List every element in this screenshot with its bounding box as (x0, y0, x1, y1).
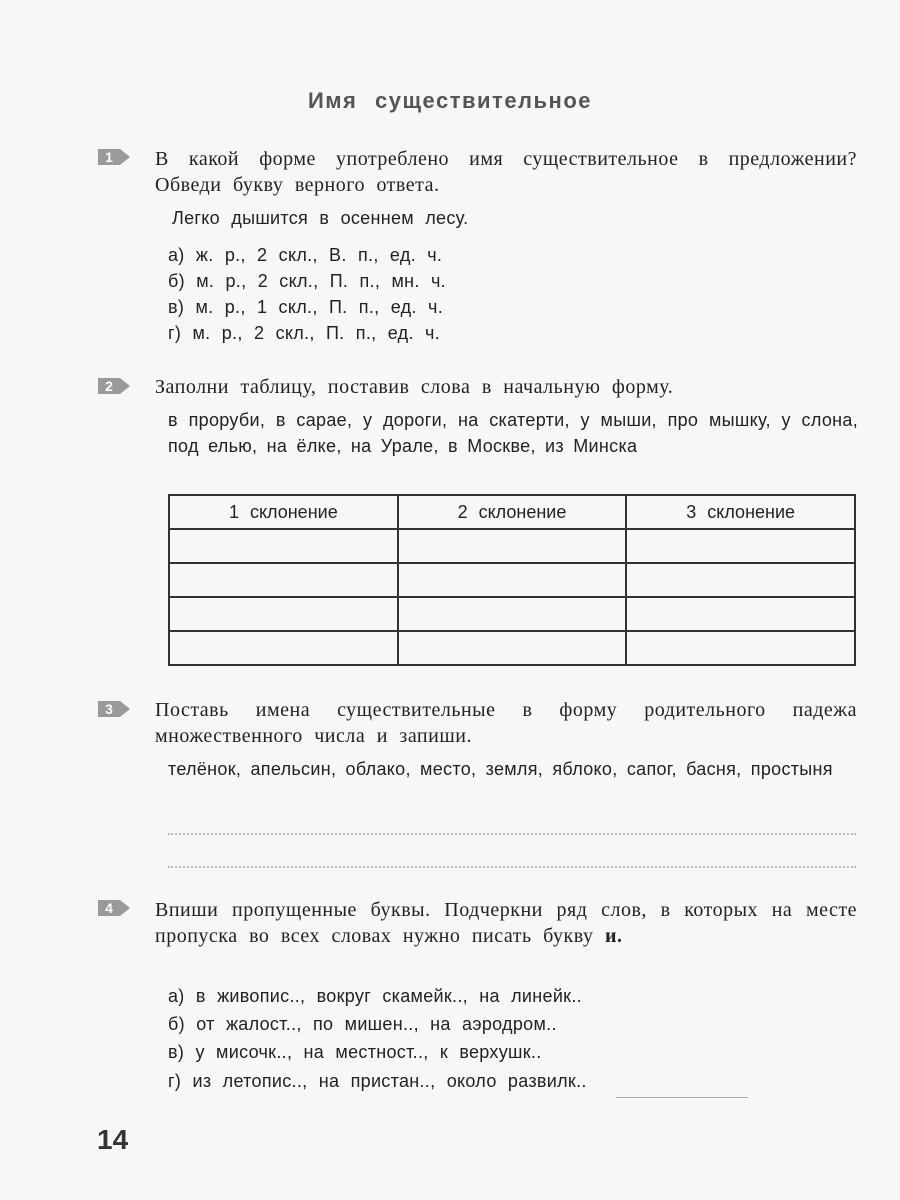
svg-text:1: 1 (105, 149, 113, 165)
table-row (169, 597, 855, 631)
table-row (169, 529, 855, 563)
task-3-badge (98, 699, 132, 719)
table-row (169, 563, 855, 597)
table-cell[interactable] (626, 529, 855, 563)
task-2-words: в проруби, в сарае, у дороги, на скатерти, у мыши, про мышку, у слона, под елью, на ёлке, на Урале, в Москве, из Минска (168, 410, 858, 456)
task-3-text: Поставь имена существительные в форму родительного падежа множественного числа и запиши. (155, 699, 857, 747)
table-cell[interactable] (626, 631, 855, 665)
table-header-3: 3 склонение (626, 495, 855, 529)
task-1-option-a[interactable]: а) ж. р., 2 скл., В. п., ед. ч. (168, 245, 443, 265)
page-title: Имя существительное (307, 88, 593, 113)
task-1-option-d[interactable]: г) м. р., 2 скл., П. п., ед. ч. (168, 323, 441, 343)
task-4-option-c[interactable]: в) у мисочк.., на местност.., к верхушк.. (168, 1042, 542, 1062)
table-cell[interactable] (398, 563, 627, 597)
task-3-words: телёнок, апельсин, облако, место, земля, яблоко, сапог, басня, простыня (168, 759, 833, 779)
table-cell[interactable] (626, 597, 855, 631)
task-4-text (155, 897, 857, 949)
table-cell[interactable] (169, 529, 398, 563)
task-1-badge (98, 147, 132, 167)
task-4-option-b[interactable]: б) от жалост.., по мишен.., на аэродром.. (168, 1014, 557, 1034)
table-cell[interactable] (169, 563, 398, 597)
svg-text:2: 2 (105, 378, 113, 394)
table-header-2: 2 склонение (398, 495, 627, 529)
table-header-1: 1 склонение (169, 495, 398, 529)
table-cell[interactable] (398, 631, 627, 665)
task-4-text-main: Впиши пропущенные буквы. Подчеркни ряд слов, в которых на месте пропуска во всех словах нужно писать букву (155, 899, 857, 947)
table-cell[interactable] (169, 597, 398, 631)
task-2-text: Заполни таблицу, поставив слова в начальную форму. (155, 376, 674, 398)
page-number: 14 (97, 1124, 129, 1155)
task-1-option-b[interactable]: б) м. р., 2 скл., П. п., мн. ч. (168, 271, 446, 291)
table-header-row (169, 495, 855, 529)
table-cell[interactable] (169, 631, 398, 665)
table-row (169, 631, 855, 665)
task-1-option-c[interactable]: в) м. р., 1 скл., П. п., ед. ч. (168, 297, 444, 317)
underline-mark (616, 1097, 748, 1098)
answer-line[interactable] (168, 833, 856, 835)
task-1-text: В какой форме употреблено имя существительное в предложении? Обведи букву верного ответа. (155, 148, 857, 196)
arrow-badge-icon (98, 376, 132, 396)
task-4-option-d[interactable]: г) из летопис.., на пристан.., около развилк.. (168, 1071, 587, 1091)
arrow-badge-icon (98, 898, 132, 918)
declension-table (168, 494, 856, 666)
answer-line[interactable] (168, 866, 856, 868)
table-cell[interactable] (398, 597, 627, 631)
task-4-badge (98, 898, 132, 918)
arrow-badge-icon (98, 699, 132, 719)
svg-text:3: 3 (105, 701, 113, 717)
svg-text:4: 4 (105, 900, 113, 916)
task-1-sentence: Легко дышится в осеннем лесу. (172, 208, 469, 228)
task-4-option-a[interactable]: а) в живопис.., вокруг скамейк.., на линейк.. (168, 986, 582, 1006)
table-cell[interactable] (626, 563, 855, 597)
table-cell[interactable] (398, 529, 627, 563)
task-2-badge (98, 376, 132, 396)
arrow-badge-icon (98, 147, 132, 167)
task-4-letter: и. (604, 925, 623, 947)
